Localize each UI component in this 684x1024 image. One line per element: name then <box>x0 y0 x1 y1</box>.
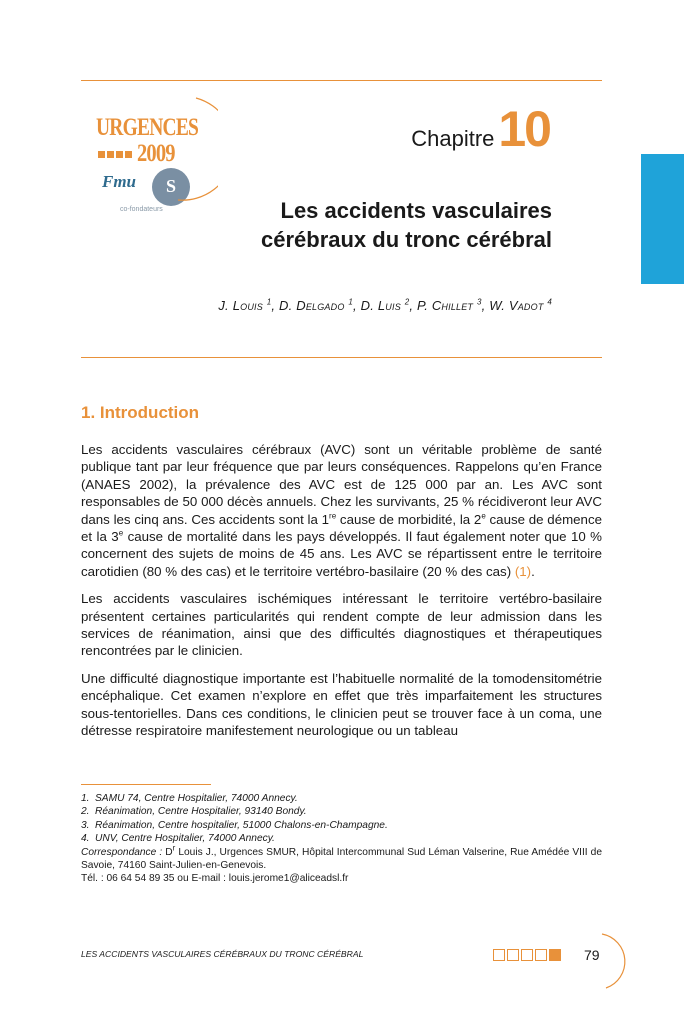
correspondence: Correspondance : $D^r$ Louis J., Urgences SMUR, Hôpital Intercommunal Sud Léman Valserine, Rue Amédée VIII de Savoie, 74160 Saint-Julien-en-Genevois. <box>81 843 602 872</box>
footnote: 4. UNV, Centre Hospitalier, 74000 Annecy. <box>81 833 275 845</box>
page-arc-icon <box>600 932 630 992</box>
author-initial: D. <box>360 298 375 313</box>
footnotes <box>81 792 602 886</box>
logo-title: URGENCES <box>96 114 199 141</box>
section-heading: 1. Introduction <box>81 403 200 422</box>
author-initial: P. <box>417 298 429 313</box>
square-icon <box>493 949 505 961</box>
footer-squares <box>493 949 563 961</box>
author-affiliation: 4 <box>547 297 552 307</box>
author-name: Delgado <box>296 298 345 313</box>
chapter-heading <box>411 101 550 157</box>
footnote: 1. SAMU 74, Centre Hospitalier, 74000 Annecy. <box>81 793 298 804</box>
article-title <box>132 196 552 254</box>
chapter-number: 10 <box>498 101 550 157</box>
author-affiliation: 1 <box>266 297 272 307</box>
paragraph: Les accidents vasculaires cérébraux (AVC) sont un véritable problème de santé publique tant par leur fréquence que par leurs conséquences. Rappelons qu’en France (ANAES 2002), la prévalence des AVC est de 125 000 par an. Les AVC sont responsables de 50 000 décès annuels. Chez les survivants, 25 % récidiveront leur AVC dans les cinq ans. Ces accidents sont la 1re cause de morbidité, la 2e cause de démence et la 3e cause de mortalité dans les pays développés. Il faut également noter que 10 % concernent des sujets de moins de 45 ans. Les AVC se répartissent entre le territoire carotidien (80 % des cas) et le territoire vertébro-basilaire (20 % des cas) (1). <box>81 442 603 579</box>
body-text <box>81 441 602 750</box>
logo-square-icon <box>98 151 105 158</box>
author-name: Chillet <box>431 298 474 313</box>
header-bottom-rule <box>81 357 602 358</box>
author-affiliation: 1 <box>348 297 354 307</box>
author-initial: J. <box>218 298 229 313</box>
footnote-rule <box>81 784 211 785</box>
author-affiliation: 2 <box>404 297 410 307</box>
author-name: Louis <box>232 298 263 313</box>
citation-link[interactable]: (1) <box>514 563 532 579</box>
paragraph: Une difficulté diagnostique importante est l’habituelle normalité de la tomodensitométrie encéphalique. Cet examen n’explore en effet que très imparfaitement les structures sous-tentorielles. Dans ces conditions, le clinicien peut se trouver face à un coma, une détresse respiratoire manifestement neurologique ou un tableau <box>81 670 602 739</box>
footnote: 2. Réanimation, Centre Hospitalier, 93140 Bondy. <box>81 806 307 818</box>
samu-logo: S <box>152 168 190 206</box>
logo-arc-icon <box>108 96 218 206</box>
square-icon <box>535 949 547 961</box>
title-line-1: Les accidents vasculaires <box>280 198 552 223</box>
running-title: LES ACCIDENTS VASCULAIRES CÉRÉBRAUX DU TRONC CÉRÉBRAL <box>81 949 364 959</box>
top-rule <box>81 80 602 81</box>
contact-line: Tél. : 06 64 54 89 35 ou E-mail : louis.jerome1@aliceadsl.fr <box>81 873 349 885</box>
square-icon <box>507 949 519 961</box>
author-list: J. Louis $^1$, D. Delgado $^1$, D. Luis $^2$, P. Chillet $^3$, W. Vadot $^4$ <box>218 297 552 313</box>
chapter-side-tab <box>641 154 684 284</box>
logo-subtitle: co-fondateurs <box>120 206 163 213</box>
author-name: Luis <box>377 298 401 313</box>
title-line-2: cérébraux du tronc cérébral <box>260 227 552 252</box>
logo-year: 2009 <box>137 140 175 167</box>
square-icon <box>521 949 533 961</box>
author-name: Vadot <box>508 298 544 313</box>
footnote: 3. Réanimation, Centre hospitalier, 51000 Chalons-en-Champagne. <box>81 819 388 831</box>
page-number: 79 <box>584 947 600 963</box>
paragraph: Les accidents vasculaires ischémiques intéressant le territoire vertébro-basilaire présentent certaines particularités qui rendent compte de leur admission dans les services de réanimation, ainsi que des difficultés diagnostiques et thérapeutiques rencontrées par le clinicien. <box>81 591 602 659</box>
author-initial: W. <box>489 298 506 313</box>
filled-square-icon <box>549 949 561 961</box>
author-affiliation: 3 <box>476 297 482 307</box>
fmu-logo: Fmu <box>102 172 137 191</box>
chapter-label: Chapitre <box>411 126 495 151</box>
author-initial: D. <box>279 298 293 313</box>
